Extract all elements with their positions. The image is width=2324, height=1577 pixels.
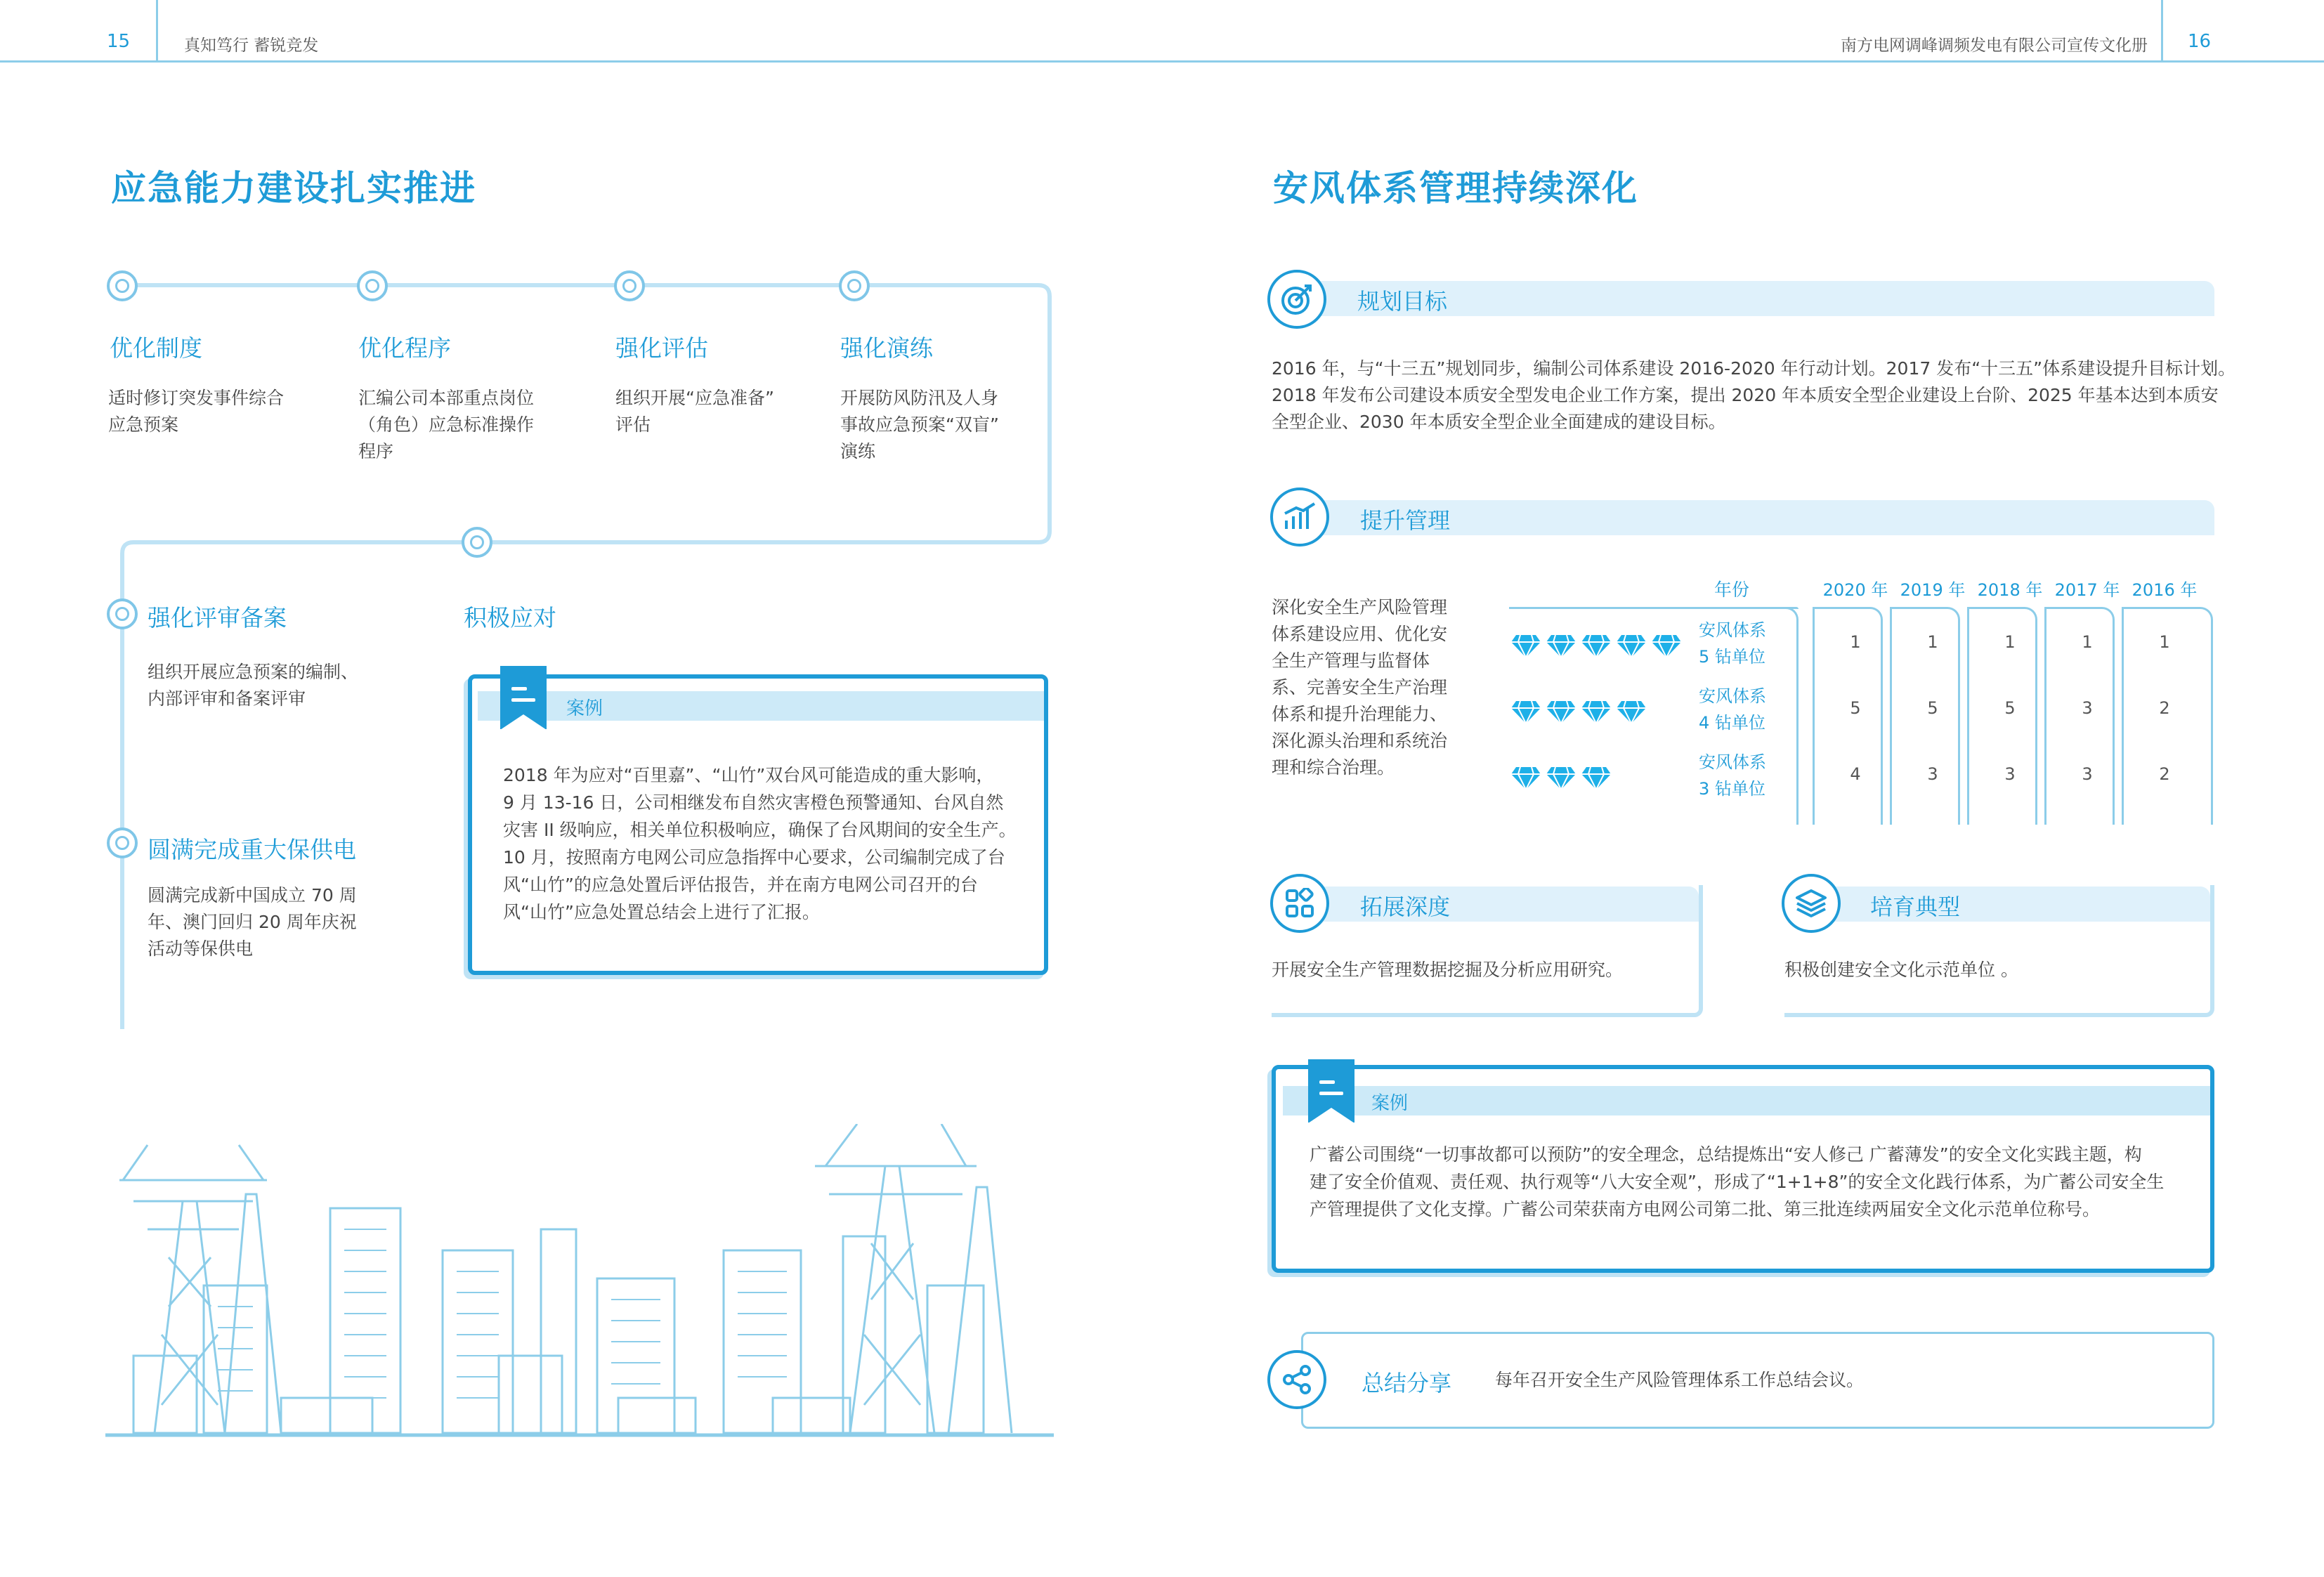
row-label: 安风体系 5 钻单位: [1699, 620, 1766, 667]
left-case-text: 2018 年为应对“百里嘉”、“山竹”双台风可能造成的重大影响， 9 月 13-16 日，公司相继发布自然灾害橙色预警通知、台风自然 灾害 II 级响应，相关单位积极响应，确保了台风期间的安全生产。 10 月，按照南方电网公司应急指挥中心要求，公司编制完成了台 风“山竹”的应急处置后评估报告，并在南方电网公司召开的台 风“山竹”应急处置总结会上进行了汇报。: [503, 765, 1017, 922]
step-title-7: 圆满完成重大保供电: [148, 836, 356, 863]
step-text-7: 圆满完成新中国成立 70 周 年、澳门回归 20 周年庆祝 活动等保供电: [148, 885, 357, 959]
model-heading: 培育典型: [1870, 894, 1961, 920]
diamond-icon: [1616, 634, 1647, 659]
table-cell: 3: [2082, 764, 2093, 784]
plan-text: 2016 年，与“十三五”规划同步，编制公司体系建设 2016-2020 年行动计划。2017 发布“十三五”体系建设提升目标计划。 2018 年发布公司建设本质安全型发电企业工作方案，提出 2020 年本质安全型企业建设上台阶、2025 年基本达到本质安 全型企业、2030 年本质安全型企业全面建成的建设目标。: [1272, 358, 2236, 432]
table-cell: 1: [1927, 632, 1938, 652]
step-node-4: [839, 270, 870, 301]
right-case-text: 广蓄公司围绕“一切事故都可以预防”的安全理念，总结提炼出“安人修己 广蓄薄发”的安全文化实践主题，构 建了安全价值观、责任观、执行观等“八大安全观”，形成了“1+1+8”的安全文化践行体系，为广蓄公司安全生 产管理提供了文化支撑。广蓄公司荣获南方电网公司第二批、第三批连续两届安全文化示范单位称号。: [1310, 1144, 2165, 1219]
model-text: 积极创建安全文化示范单位 。: [1784, 960, 2018, 980]
depth-heading: 拓展深度: [1360, 894, 1451, 920]
step-node-3: [614, 270, 645, 301]
table-cell: 4: [1850, 764, 1861, 784]
diamond-icon: [1581, 634, 1612, 659]
left-case-tag: 案例: [566, 698, 603, 719]
table-cell: 5: [1927, 698, 1938, 718]
depth-text: 开展安全生产管理数据挖掘及分析应用研究。: [1272, 960, 1624, 980]
step-title-5: 强化评审备案: [148, 604, 287, 632]
right-case-tag: 案例: [1371, 1093, 1409, 1114]
table-cell: 3: [2082, 698, 2093, 718]
step-node-7: [107, 827, 138, 858]
share-heading: 总结分享: [1362, 1370, 1452, 1396]
right-case-bar: [1283, 1086, 2210, 1115]
table-cell: 1: [2082, 632, 2093, 652]
left-case-bar: [478, 691, 1044, 721]
diamond-icon: [1510, 700, 1541, 725]
table-cell: 3: [1927, 764, 1938, 784]
step-node-5: [107, 598, 138, 629]
diamond-icon: [1651, 634, 1682, 659]
city-skyline-illustration: [105, 1124, 1054, 1440]
diamond-icon: [1581, 766, 1612, 791]
target-icon: [1267, 270, 1326, 329]
left-section-title: 应急能力建设扎实推进: [111, 168, 476, 209]
year-header: 2019 年: [1900, 580, 1966, 600]
left-case-bookmark-icon: [500, 666, 547, 729]
year-header: 2018 年: [1977, 580, 2043, 600]
diamond-icon: [1546, 700, 1576, 725]
year-header: 2017 年: [2054, 580, 2120, 600]
step-title-3: 强化评估: [615, 334, 708, 362]
step-node-1: [107, 270, 138, 301]
step-text-5: 组织开展应急预案的编制、 内部评审和备案评审: [148, 662, 359, 709]
bar-chart-icon: [1270, 488, 1329, 547]
diamond-icon: [1616, 700, 1647, 725]
step-title-4: 强化演练: [840, 334, 933, 362]
step-title-2: 优化程序: [358, 334, 451, 362]
manage-heading: 提升管理: [1360, 507, 1451, 534]
row-label: 安风体系 3 钻单位: [1699, 752, 1766, 799]
step-text-2: 汇编公司本部重点岗位 （角色）应急标准操作 程序: [358, 388, 535, 462]
step-title-1: 优化制度: [110, 334, 202, 362]
diamond-icon: [1510, 634, 1541, 659]
right-header-title: 南方电网调峰调频发电有限公司宣传文化册: [1841, 37, 2148, 55]
step-title-6: 积极应对: [464, 604, 556, 632]
right-section-title: 安风体系管理持续深化: [1273, 168, 1638, 209]
diamond-rating-area: [1510, 618, 1686, 801]
manage-text: 深化安全生产风险管理 体系建设应用、优化安 全生产管理与监督体 系、完善安全生产治理 体系和提升治理能力、 深化源头治理和系统治 理和综合治理。: [1272, 597, 1448, 778]
step-text-1: 适时修订突发事件综合 应急预案: [108, 388, 285, 435]
table-cell: 1: [2159, 632, 2170, 652]
table-cell: 1: [1850, 632, 1861, 652]
table-cell: 1: [2004, 632, 2016, 652]
grid-apps-icon: [1270, 874, 1329, 933]
right-page-number: 16: [2188, 31, 2212, 52]
share-icon: [1267, 1350, 1326, 1409]
right-case-bookmark-icon: [1308, 1059, 1354, 1123]
layers-icon: [1782, 874, 1841, 933]
year-header: 2016 年: [2132, 580, 2198, 600]
step-text-4: 开展防风防汛及人身 事故应急预案“双盲” 演练: [840, 388, 999, 462]
step-node-6: [462, 527, 492, 558]
table-year-label: 年份: [1714, 580, 1750, 600]
step-node-2: [357, 270, 388, 301]
diamond-icon: [1510, 766, 1541, 791]
diamond-icon: [1581, 700, 1612, 725]
table-cell: 5: [1850, 698, 1861, 718]
share-text: 每年召开安全生产风险管理体系工作总结会议。: [1495, 1370, 1865, 1390]
header-divider-right: [2161, 0, 2163, 62]
table-cell: 2: [2159, 764, 2170, 784]
table-cell: 3: [2004, 764, 2016, 784]
diamond-icon: [1546, 766, 1576, 791]
left-page-number: 15: [107, 31, 131, 52]
left-slogan: 真知笃行 蓄锐竞发: [184, 37, 319, 55]
row-label: 安风体系 4 钻单位: [1699, 686, 1766, 733]
table-cell: 2: [2159, 698, 2170, 718]
diamond-icon: [1546, 634, 1576, 659]
step-text-3: 组织开展“应急准备” 评估: [615, 388, 774, 435]
table-cell: 5: [2004, 698, 2016, 718]
plan-heading: 规划目标: [1357, 288, 1448, 315]
year-header: 2020 年: [1822, 580, 1888, 600]
